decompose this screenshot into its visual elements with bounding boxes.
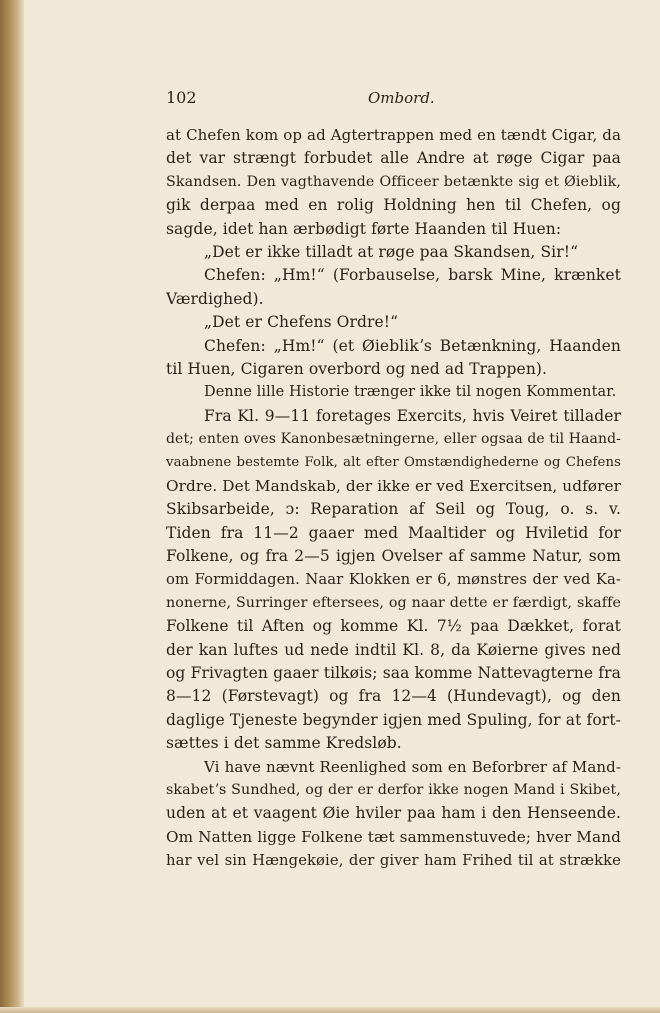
text-line: Værdighed). <box>166 289 264 308</box>
text-line: Ordre. Det Mandskab, der ikke er ved Exercitsen, udfører <box>166 476 621 495</box>
page-body-text <box>166 124 621 873</box>
text-line: Folkene, og fra 2—5 igjen Ovelser af samme Natur, som <box>166 547 621 566</box>
text-line: der kan luftes ud nede indtil Kl. 8, da Køierne gives ned <box>166 640 621 659</box>
book-spine-edge <box>0 0 24 1013</box>
text-line: Tiden fra 11—2 gaaer med Maaltider og Hviletid for <box>166 523 621 542</box>
text-line: og Frivagten gaaer tilkøis; saa komme Nattevagterne fra <box>166 663 621 682</box>
text-line: sættes i det samme Kredsløb. <box>166 734 402 753</box>
text-line: Fra Kl. 9—11 foretages Exercits, hvis Veiret tillader <box>204 406 621 425</box>
text-line: til Huen, Cigaren overbord og ned ad Trappen). <box>166 359 548 378</box>
text-line: det var strængt forbudet alle Andre at røge Cigar paa <box>166 149 621 168</box>
page-number: 102 <box>166 88 197 107</box>
text-line: Vi have nævnt Reenlighed som en Beforbrer af Mand- <box>204 757 621 776</box>
text-line: nonerne, Surringer eftersees, og naar dette er færdigt, skaffe <box>166 594 621 611</box>
page-header <box>166 88 616 112</box>
text-line: uden at et vaagent Øie hviler paa ham i den Henseende. <box>166 804 621 823</box>
page-bottom-edge <box>0 1007 660 1013</box>
text-line: sagde, idet han ærbødigt førte Haanden til Huen: <box>166 219 562 238</box>
text-line: „Det er ikke tilladt at røge paa Skandsen, Sir!“ <box>204 242 579 261</box>
text-line: det; enten oves Kanonbesætningerne, eller ogsaa de til Haand- <box>166 431 621 448</box>
text-line: daglige Tjeneste begynder igjen med Spuling, for at fort- <box>166 710 621 729</box>
text-line: Denne lille Historie trænger ikke til nogen Kommentar. <box>204 384 617 401</box>
text-line: gik derpaa med en rolig Holdning hen til Chefen, og <box>166 196 621 215</box>
text-line: Folkene til Aften og komme Kl. 7½ paa Dækket, forat <box>166 617 621 636</box>
text-line: „Det er Chefens Ordre!“ <box>204 313 399 332</box>
text-line: at Chefen kom op ad Agtertrappen med en tændt Cigar, da <box>166 126 621 144</box>
text-line: 8—12 (Førstevagt) og fra 12—4 (Hundevagt), og den <box>166 687 621 706</box>
text-line: Chefen: „Hm!“ (Forbauselse, barsk Mine, krænket <box>204 266 621 285</box>
text-line: Chefen: „Hm!“ (et Øieblikʼs Betænkning, Haanden <box>204 336 621 355</box>
text-line: Om Natten ligge Folkene tæt sammenstuvede; hver Mand <box>166 827 621 846</box>
text-line: Skandsen. Den vagthavende Officeer betænkte sig et Øieblik, <box>166 173 621 190</box>
running-title: Ombord. <box>368 89 435 107</box>
text-line: skabetʼs Sundhed, og der er derfor ikke nogen Mand i Skibet, <box>166 781 621 798</box>
text-line: har vel sin Hængekøie, der giver ham Frihed til at strække <box>166 852 621 870</box>
text-line: Skibsarbeide, ɔ: Reparation af Seil og Toug, o. s. v. <box>166 500 621 519</box>
text-line: vaabnene bestemte Folk, alt efter Omstændighederne og Chefens <box>166 455 621 471</box>
text-line: om Formiddagen. Naar Klokken er 6, mønstres der ved Ka- <box>166 571 621 589</box>
